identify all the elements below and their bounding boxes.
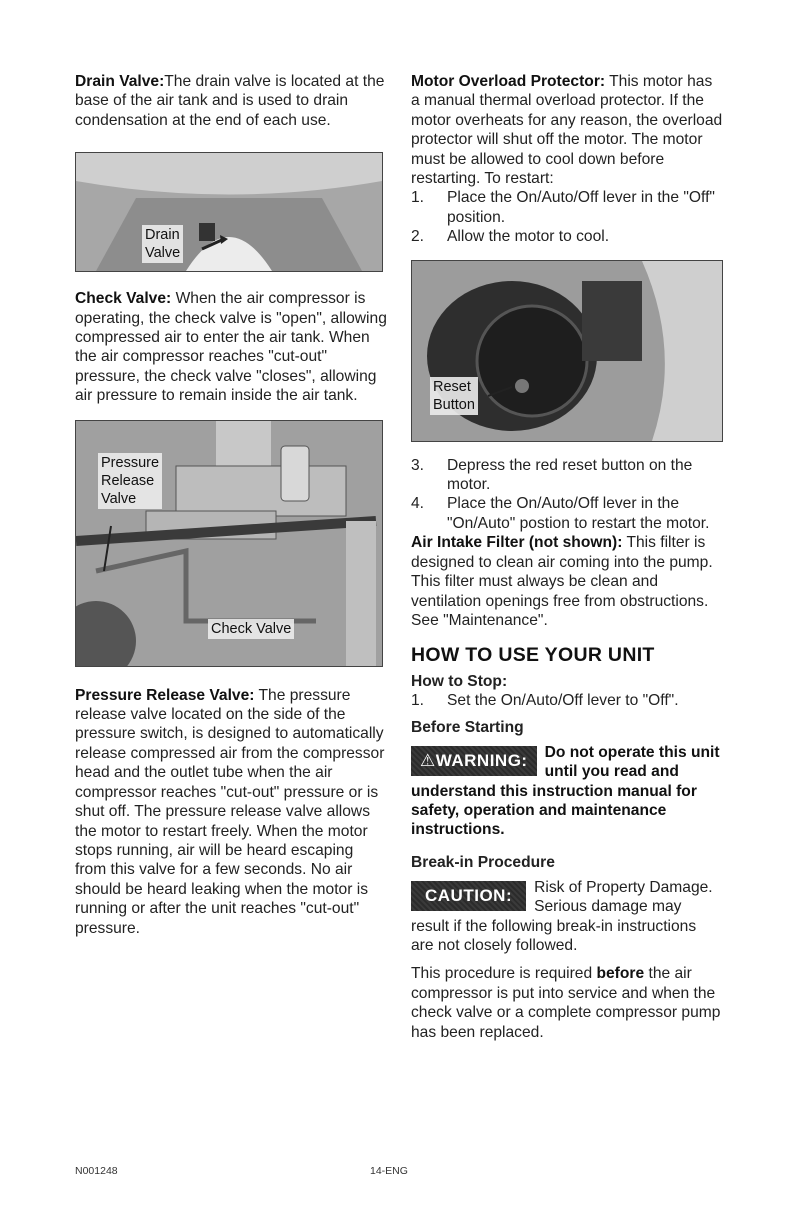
check-valve-body: When the air compressor is operating, the check valve is "open", allowing compressed air to enter the air tank. When the air compressor reaches "cut-out" pressure, the check valve "closes", allowing air pressure to remain inside the air tank. xyxy=(75,290,387,405)
pressure-release-title: Pressure Release Valve: xyxy=(75,686,255,704)
drain-valve-illustration xyxy=(76,153,382,271)
left-column xyxy=(75,72,387,938)
check-valve-callout xyxy=(208,619,294,639)
list-item xyxy=(411,227,723,246)
list-item xyxy=(411,456,723,495)
pressure-label-line2: Release xyxy=(101,472,155,489)
warning-block xyxy=(411,743,723,840)
drain-valve-body: The drain valve is located at the base of the air tank and is used to drain condensation at the end of each use. xyxy=(75,73,385,129)
motor-overload-body: This motor has a manual thermal overload protector. If the motor overheats for any reason, the overload protector will shut off the motor. The motor must be allowed to cool down before restarting. To restart: xyxy=(411,73,723,188)
procedure-text-start: This procedure is required xyxy=(411,965,597,983)
warning-triangle-icon: ⚠ xyxy=(420,750,436,770)
how-to-stop-heading: How to Stop: xyxy=(411,673,508,691)
before-starting-heading: Before Starting xyxy=(411,718,524,736)
procedure-text-end: the air compressor is put into service and when the check valve or a complete compressor pump has been replaced. xyxy=(411,965,721,1041)
step-number: 4. xyxy=(411,495,425,513)
reset-button-callout xyxy=(430,377,478,415)
restart-steps-list xyxy=(411,188,723,246)
warning-badge-label: WARNING: xyxy=(435,750,528,770)
motor-overload-paragraph xyxy=(411,72,723,188)
air-intake-title: Air Intake Filter (not shown): xyxy=(411,534,623,552)
reset-label-line2: Button xyxy=(433,396,475,413)
check-valve-paragraph xyxy=(75,289,387,405)
drain-valve-paragraph xyxy=(75,72,387,130)
footer-code: N001248 xyxy=(75,1165,118,1177)
pressure-release-photo xyxy=(75,420,383,667)
caution-badge xyxy=(411,881,526,911)
air-intake-body: This filter is designed to clean air coming into the pump. This filter must always be clean and ventilation openings free from obstructions. See "Maintenance". xyxy=(411,534,713,629)
step-text: Set the On/Auto/Off lever to "Off". xyxy=(447,692,679,710)
section-heading: HOW TO USE YOUR UNIT xyxy=(411,644,655,667)
reset-label-line1: Reset xyxy=(433,378,471,395)
warning-badge xyxy=(411,746,537,776)
motor-overload-title: Motor Overload Protector: xyxy=(411,73,606,90)
step-text: Place the On/Auto/Off lever in the "On/Auto" postion to restart the motor. xyxy=(447,495,710,532)
procedure-paragraph xyxy=(411,964,723,1042)
break-in-heading: Break-in Procedure xyxy=(411,853,555,871)
motor-reset-photo xyxy=(411,260,723,442)
caution-block xyxy=(411,878,723,956)
right-column xyxy=(411,72,723,1042)
drain-valve-callout xyxy=(142,225,183,263)
step-number: 1. xyxy=(411,692,425,710)
check-valve-label: Check Valve xyxy=(211,620,292,637)
step-number: 2. xyxy=(411,228,425,246)
pressure-label-line3: Valve xyxy=(101,490,137,507)
pressure-release-body: The pressure release valve located on the side of the pressure switch, is designed to automatically release compressed air from the compressor head and the outlet tube when the air compressor reaches "cut-out" pressure or is shut off. The pressure release valve allows the motor to restart freely. When the motor stops running, air will be heard escaping from this valve for a few seconds. No air should be heard leaking when the motor is running or after the unit reaches "cut-out" pressure. xyxy=(75,686,385,937)
check-valve-title: Check Valve: xyxy=(75,290,172,308)
air-intake-paragraph xyxy=(411,533,723,630)
warning-text: Do not operate this unit until you read and understand this instruction manual for safety, operation and maintenance instructions. xyxy=(411,743,720,839)
drain-label-line2: Valve xyxy=(145,245,181,262)
step-text: Depress the red reset button on the motor. xyxy=(447,456,693,494)
reset-steps-list xyxy=(411,456,723,534)
step-text: Allow the motor to cool. xyxy=(447,228,610,246)
pressure-release-paragraph xyxy=(75,686,387,938)
procedure-bold: before xyxy=(596,965,645,983)
list-item xyxy=(411,494,723,533)
step-text: Place the On/Auto/Off lever in the "Off" position. xyxy=(447,189,715,226)
list-item xyxy=(411,691,723,710)
step-number: 1. xyxy=(411,189,425,207)
drain-valve-title: Drain Valve: xyxy=(75,73,165,90)
pressure-label-line1: Pressure xyxy=(101,454,160,471)
caution-badge-label: CAUTION: xyxy=(425,885,513,905)
list-item xyxy=(411,188,723,227)
step-number: 3. xyxy=(411,456,425,474)
drain-valve-photo xyxy=(75,152,383,272)
caution-text: Risk of Property Damage. Serious damage may result if the following break-in instructions are not closely followed. xyxy=(411,878,713,954)
page-number: 14-ENG xyxy=(370,1165,408,1177)
drain-label-line1: Drain xyxy=(145,227,180,244)
pressure-release-callout xyxy=(98,453,162,509)
stop-steps-list xyxy=(411,691,723,710)
